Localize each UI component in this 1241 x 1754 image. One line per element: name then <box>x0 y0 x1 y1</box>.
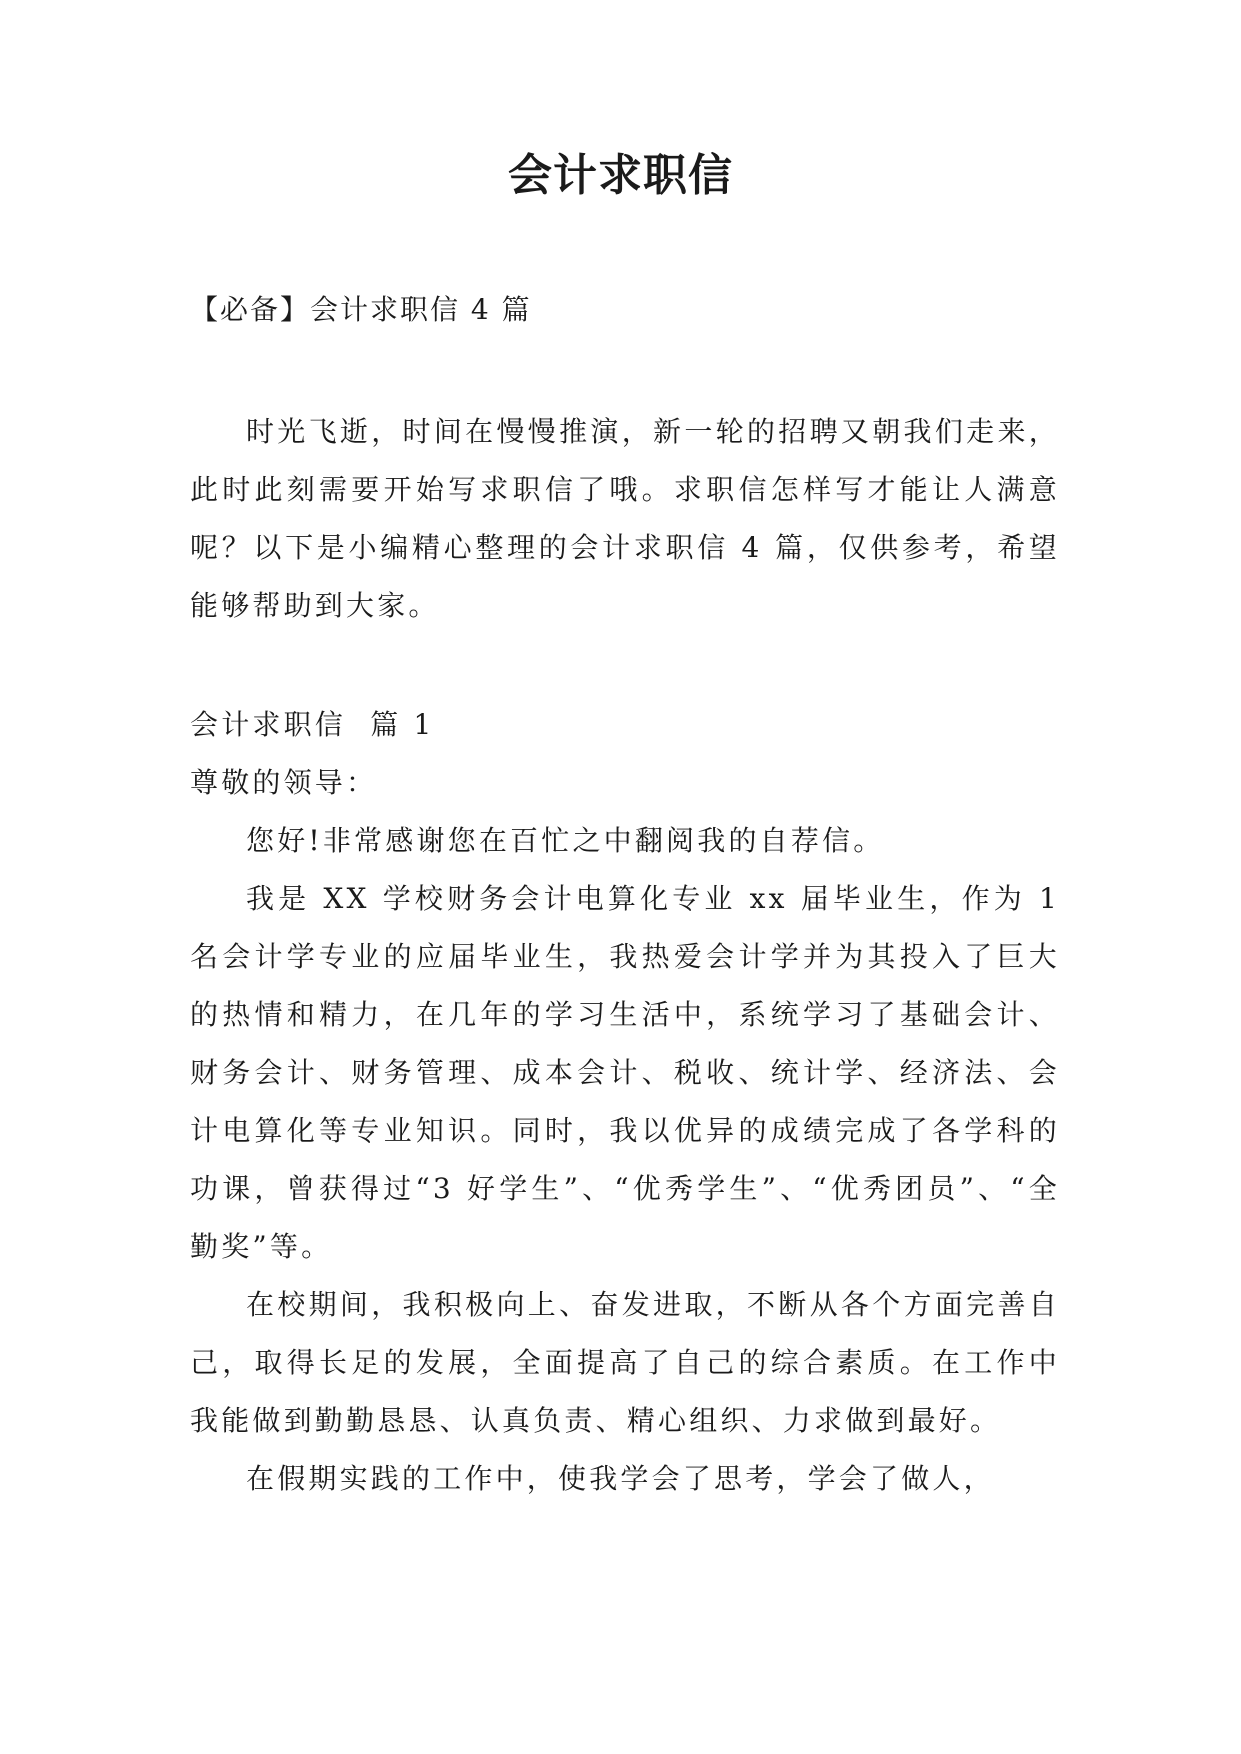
letter-paragraph: 我是 XX 学校财务会计电算化专业 xx 届毕业生，作为 1 名会计学专业的应届毕业生，我热爱会计学并为其投入了巨大的热情和精力，在几年的学习生活中，系统学习了基础会计、财务会计、财务管理、成本会计、税收、统计学、经济法、会计电算化等专业知识。同时，我以优异的成绩完成了各学科的功课，曾获得过“3 好学生”、“优秀学生”、“优秀团员”、“全勤奖”等。 <box>190 882 1060 1263</box>
letter-paragraph: 在校期间，我积极向上、奋发进取，不断从各个方面完善自己，取得长足的发展，全面提高了自己的综合素质。在工作中我能做到勤勤恳恳、认真负责、精心组织、力求做到最好。 <box>190 1288 1060 1437</box>
letter-paragraph: 在假期实践的工作中，使我学会了思考，学会了做人， <box>246 1462 995 1495</box>
letter-paragraph: 您好!非常感谢您在百忙之中翻阅我的自荐信。 <box>246 824 885 857</box>
section-heading: 会计求职信 篇 1 <box>190 708 435 741</box>
letter-section <box>190 696 1060 1508</box>
intro-paragraph: 时光飞逝，时间在慢慢推演，新一轮的招聘又朝我们走来，此时此刻需要开始写求职信了哦。求职信怎样写才能让人满意呢？以下是小编精心整理的会计求职信 4 篇，仅供参考，希望能够帮助到大家。 <box>190 415 1060 622</box>
document-title: 会计求职信 <box>508 150 733 201</box>
salutation: 尊敬的领导： <box>190 766 378 799</box>
document-subtitle: 【必备】会计求职信 4 篇 <box>190 293 532 326</box>
